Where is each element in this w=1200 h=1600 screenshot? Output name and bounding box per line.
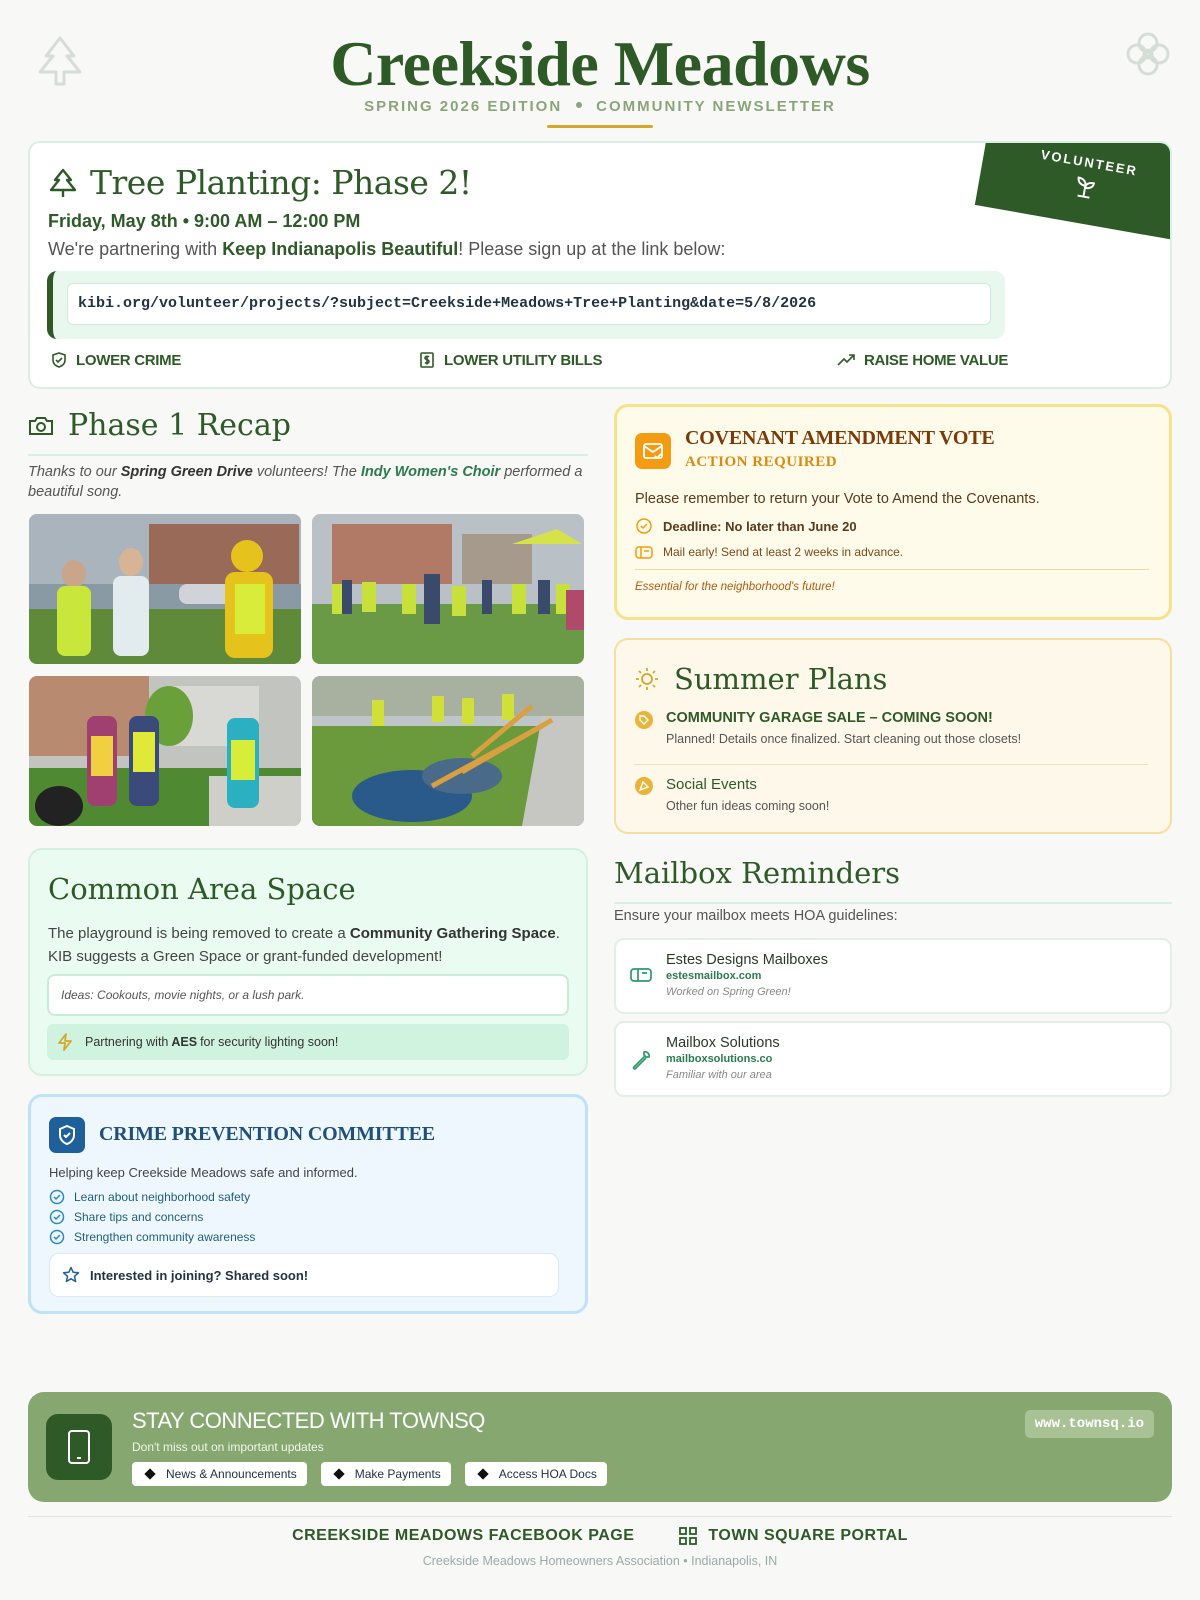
recap-text [28, 462, 588, 502]
check-circle-icon [635, 517, 653, 535]
common-area-text [48, 922, 568, 968]
mailbox-title: Mailbox Reminders [614, 856, 901, 890]
ideas-box: Ideas: Cookouts, movie nights, or a lush park. [47, 974, 569, 1016]
event-description [48, 239, 725, 260]
join-note [49, 1253, 559, 1297]
aes-text-part: for security lighting soon! [200, 1035, 339, 1049]
vendor-note: Familiar with our area [666, 1069, 772, 1081]
vendor-card[interactable] [614, 1021, 1172, 1097]
diamond-icon [477, 1468, 488, 1479]
covenant-divider [635, 569, 1149, 570]
tree-planting-heading [48, 163, 472, 202]
common-area-text-part: . [555, 925, 560, 942]
gathering-space: Community Gathering Space [349, 925, 556, 942]
benefit-lower-crime [50, 351, 181, 369]
crime-prevention-card [28, 1094, 588, 1314]
camera-icon [28, 415, 54, 437]
check-circle-icon [49, 1189, 65, 1205]
mailbox-icon [635, 544, 653, 560]
sun-icon [634, 666, 660, 692]
recap-photo [312, 676, 584, 826]
tree-planting-title: Tree Planting: Phase 2! [90, 163, 472, 202]
sprout-icon [1073, 174, 1097, 199]
vendor-url[interactable]: estesmailbox.com [666, 970, 762, 982]
benefit-label: LOWER CRIME [76, 351, 182, 369]
covenant-mail-note [635, 544, 903, 560]
aes-note [47, 1024, 569, 1060]
phone-icon [46, 1414, 112, 1480]
grid-icon [678, 1526, 698, 1546]
feature-label: Access HOA Docs [498, 1467, 597, 1481]
benefits-row [50, 351, 1010, 373]
covenant-vote-card [614, 404, 1172, 620]
lightning-icon [57, 1033, 73, 1051]
summer-item-title: COMMUNITY GARAGE SALE – COMING SOON! [666, 710, 993, 726]
covenant-footnote: Essential for the neighborhood's future! [635, 581, 835, 593]
townsq-url[interactable]: www.townsq.io [1025, 1410, 1154, 1438]
townsq-banner [28, 1392, 1172, 1502]
crime-list [49, 1187, 255, 1247]
benefit-lower-utility [418, 351, 602, 369]
benefit-label: LOWER UTILITY BILLS [444, 351, 603, 369]
newsletter-kind: COMMUNITY NEWSLETTER [596, 98, 836, 115]
star-icon [62, 1266, 80, 1284]
recap-heading [28, 408, 588, 443]
feature-pill [132, 1462, 307, 1486]
recap-text-part: performed a beautiful song. [28, 464, 583, 500]
recap-photo [29, 514, 301, 664]
title-underline [547, 125, 653, 128]
vendor-card[interactable] [614, 938, 1172, 1014]
vendor-name: Mailbox Solutions [666, 1035, 780, 1051]
facebook-label: CREEKSIDE MEADOWS FACEBOOK PAGE [292, 1527, 635, 1544]
townsq-title: STAY CONNECTED WITH TOWNSQ [132, 1408, 485, 1433]
summer-plans-card [614, 638, 1172, 834]
benefit-label: RAISE HOME VALUE [864, 351, 1009, 369]
recap-text-part: Thanks to our [28, 464, 121, 480]
signup-link-box [47, 271, 1005, 339]
townsq-tagline: Don't miss out on important updates [132, 1440, 324, 1454]
feature-pill [321, 1462, 451, 1486]
mailbox-lead: Ensure your mailbox meets HOA guidelines: [614, 908, 898, 924]
summer-divider [634, 764, 1148, 765]
tree-planting-card [28, 141, 1172, 389]
list-item-label: Strengthen community awareness [74, 1230, 256, 1244]
footer-links [0, 1526, 1200, 1546]
summer-item-title: Social Events [666, 776, 757, 793]
feature-pill [465, 1462, 607, 1486]
join-text: Interested in joining? Shared soon! [90, 1267, 309, 1283]
covenant-subtitle: ACTION REQUIRED [685, 454, 838, 470]
portal-label: TOWN SQUARE PORTAL [708, 1527, 908, 1544]
mail-note-text: Mail early! Send at least 2 weeks in advance. [663, 545, 904, 559]
description-text: We're partnering with [48, 239, 223, 259]
edition-line [0, 98, 1200, 115]
feature-label: Make Payments [354, 1467, 441, 1481]
spring-green-drive: Spring Green Drive [120, 464, 253, 480]
mailbox-icon [630, 966, 652, 984]
recap-photo [29, 676, 301, 826]
choir-name: Indy Women's Choir [360, 464, 501, 480]
common-area-card [28, 848, 588, 1076]
recap-divider [28, 454, 588, 456]
summer-heading [634, 662, 887, 696]
diamond-icon [333, 1468, 344, 1479]
crime-lead: Helping keep Creekside Meadows safe and informed. [49, 1165, 358, 1180]
list-item-label: Share tips and concerns [74, 1210, 204, 1224]
list-item [49, 1207, 255, 1227]
check-circle-icon [49, 1229, 65, 1245]
association-line: Creekside Meadows Homeowners Association • Indianapolis, IN [422, 1554, 778, 1568]
tag-icon [634, 710, 654, 730]
separator-dot [576, 102, 582, 108]
feature-label: News & Announcements [166, 1467, 297, 1481]
aes-text-part: Partnering with [85, 1035, 169, 1049]
vendor-url[interactable]: mailboxsolutions.co [666, 1053, 773, 1065]
receipt-icon [418, 351, 436, 369]
vendor-note: Worked on Spring Green! [666, 986, 791, 998]
portal-link[interactable] [678, 1526, 908, 1546]
wrench-icon [630, 1049, 652, 1071]
deadline-text: Deadline: No later than June 20 [663, 518, 857, 534]
footer-divider [28, 1516, 1172, 1517]
summer-item [634, 710, 1021, 746]
covenant-deadline [635, 517, 857, 535]
masthead [0, 30, 1200, 128]
event-date: Friday, May 8th • 9:00 AM – 12:00 PM [48, 211, 361, 231]
covenant-title: COVENANT AMENDMENT VOTE [685, 427, 995, 449]
townsq-features [132, 1462, 621, 1486]
vendor-name: Estes Designs Mailboxes [666, 952, 828, 968]
summer-item-desc: Other fun ideas coming soon! [666, 799, 830, 813]
mailbox-divider [614, 902, 1172, 904]
recap-photo [312, 514, 584, 664]
shield-icon [49, 1117, 85, 1153]
signup-link[interactable]: kibi.org/volunteer/projects/?subject=Creekside+Meadows+Tree+Planting&date=5/8/2026 [67, 283, 991, 325]
description-text: ! Please sign up at the link below: [458, 239, 726, 259]
edition-label: SPRING 2026 EDITION [364, 98, 563, 115]
list-item-label: Learn about neighborhood safety [74, 1190, 251, 1204]
trending-up-icon [836, 351, 856, 369]
summer-title: Summer Plans [674, 662, 888, 696]
tree-icon [48, 167, 78, 199]
mail-check-icon [635, 433, 671, 469]
recap-title: Phase 1 Recap [68, 408, 291, 443]
aes-name: AES [171, 1035, 198, 1049]
newsletter-title: Creekside Meadows [330, 28, 870, 99]
crime-title: CRIME PREVENTION COMMITTEE [99, 1123, 435, 1145]
covenant-body: Please remember to return your Vote to Amend the Covenants. [635, 491, 1040, 507]
partner-name: Keep Indianapolis Beautiful [222, 239, 459, 259]
party-icon [634, 776, 654, 796]
list-item [49, 1227, 255, 1247]
recap-text-part: volunteers! The [252, 464, 361, 480]
diamond-icon [144, 1468, 155, 1479]
benefit-raise-value [836, 351, 1008, 369]
shield-check-icon [50, 351, 68, 369]
facebook-link[interactable] [292, 1527, 634, 1545]
summer-item [634, 776, 829, 813]
volunteer-label: VOLUNTEER [1039, 146, 1140, 179]
check-circle-icon [49, 1209, 65, 1225]
summer-item-desc: Planned! Details once finalized. Start cleaning out those closets! [666, 732, 1022, 746]
common-area-title: Common Area Space [48, 872, 356, 906]
list-item [49, 1187, 255, 1207]
kib-suggestion: KIB suggests a Green Space or grant-funded development! [48, 948, 443, 965]
common-area-text-part: The playground is being removed to create a [48, 925, 350, 942]
